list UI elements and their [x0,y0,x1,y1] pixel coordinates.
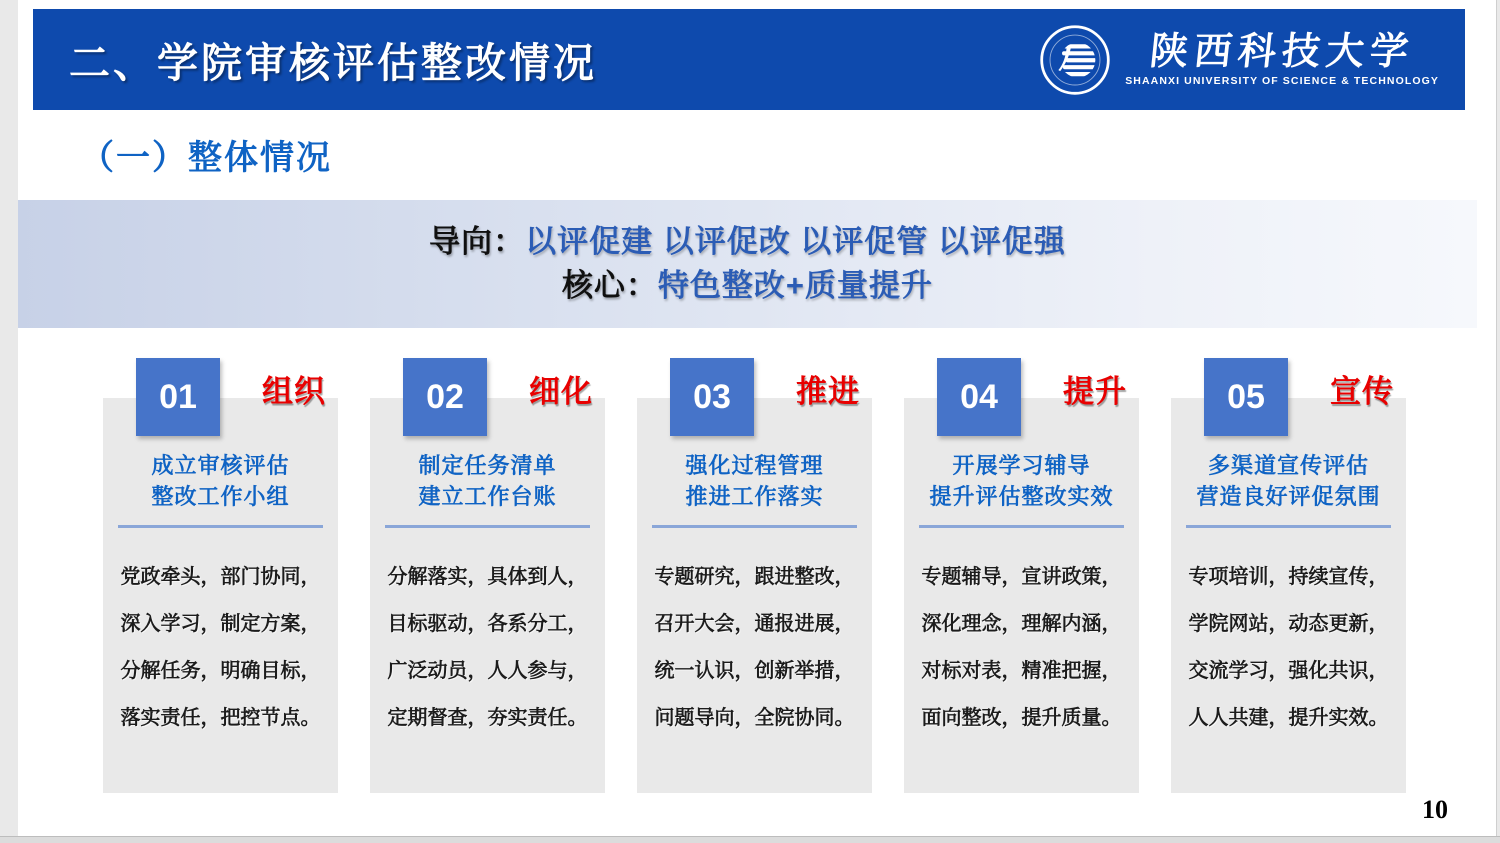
banner-line2-text: 特色整改+质量提升 [657,268,934,303]
card-number-badge: 01 [136,358,220,436]
card-body-line: 统一认识，创新举措， [654,660,855,682]
card-body-line: 目标驱动，各系分工， [387,613,588,635]
card-title-line1: 成立审核评估 [151,453,290,478]
card-number-badge: 05 [1204,358,1288,436]
card-body [370,554,605,742]
card-title [370,450,605,512]
university-logo-text [1125,32,1439,87]
presentation-slide [18,0,1497,836]
card-body-line: 交流学习，强化共识， [1188,660,1389,682]
card-number-badge: 02 [403,358,487,436]
title-divider [385,525,590,528]
card-04-improve [904,358,1139,793]
banner-line-2 [562,264,933,308]
card-body-line: 对标对表，精准把握， [921,660,1122,682]
card-body-line: 面向整改，提升质量。 [921,707,1122,729]
university-emblem-icon [1038,23,1112,97]
card-content [904,358,1139,742]
slide-bottom-edge [0,836,1500,843]
card-body-line: 深化理念，理解内涵， [921,613,1122,635]
card-body-line: 专题辅导，宣讲政策， [921,566,1122,588]
section-heading: （一）整体情况 [80,139,332,177]
card-05-publicize [1171,358,1406,793]
card-body-line: 落实责任，把控节点。 [120,707,321,729]
card-title [904,450,1139,512]
card-body [904,554,1139,742]
card-body-line: 学院网站，动态更新， [1188,613,1389,635]
card-content [1171,358,1406,742]
card-title-line1: 制定任务清单 [418,453,557,478]
card-title [1171,450,1406,512]
card-title-line2: 建立工作台账 [418,484,557,509]
card-body-line: 召开大会，通报进展， [654,613,855,635]
card-body-line: 专题研究，跟进整改， [654,566,855,588]
measure-cards-row [103,358,1406,793]
banner-line2-label: 核心： [561,268,658,303]
orientation-banner [18,200,1477,328]
card-body-line: 党政牵头，部门协同， [120,566,321,588]
card-title-line2: 整改工作小组 [151,484,290,509]
card-body [103,554,338,742]
card-title-line1: 强化过程管理 [685,453,824,478]
card-body-line: 定期督查，夯实责任。 [387,707,588,729]
university-name-cn: 陕西科技大学 [1147,31,1417,73]
card-body-line: 问题导向，全院协同。 [654,707,855,729]
card-02-refine [370,358,605,793]
card-content [370,358,605,742]
title-divider [1186,525,1391,528]
slide-title: 二、学院审核评估整改情况 [69,40,597,86]
card-tag-label: 细化 [529,374,593,409]
card-title-line2: 营造良好评促氛围 [1196,484,1381,509]
card-tag-label: 组织 [262,374,326,409]
title-divider [118,525,323,528]
page-number: 10 [1422,795,1448,824]
card-body-line: 深入学习，制定方案， [120,613,321,635]
card-number-badge: 04 [937,358,1021,436]
card-body [637,554,872,742]
card-number-badge: 03 [670,358,754,436]
card-03-advance [637,358,872,793]
card-body-line: 专项培训，持续宣传， [1188,566,1389,588]
card-tag-label: 宣传 [1330,374,1394,409]
card-title-line1: 多渠道宣传评估 [1207,453,1369,478]
card-01-organize [103,358,338,793]
card-body-line: 分解落实，具体到人， [387,566,588,588]
card-content [103,358,338,742]
card-title [637,450,872,512]
card-body-line: 广泛动员，人人参与， [387,660,588,682]
title-divider [652,525,857,528]
card-body [1171,554,1406,742]
card-title-line2: 提升评估整改实效 [929,484,1114,509]
card-body-line: 人人共建，提升实效。 [1188,707,1389,729]
banner-line-1 [429,220,1066,264]
slide-header-bar [33,9,1465,110]
card-title [103,450,338,512]
banner-line1-label: 导向： [429,224,526,259]
card-tag-label: 推进 [796,374,860,409]
card-title-line1: 开展学习辅导 [952,453,1091,478]
card-title-line2: 推进工作落实 [685,484,824,509]
university-logo [1038,23,1439,97]
banner-line1-text: 以评促建 以评促改 以评促管 以评促强 [525,224,1066,259]
card-body-line: 分解任务，明确目标， [120,660,321,682]
university-name-en: SHAANXI UNIVERSITY OF SCIENCE & TECHNOLOGY [1125,75,1439,87]
card-tag-label: 提升 [1063,374,1127,409]
card-content [637,358,872,742]
title-divider [919,525,1124,528]
